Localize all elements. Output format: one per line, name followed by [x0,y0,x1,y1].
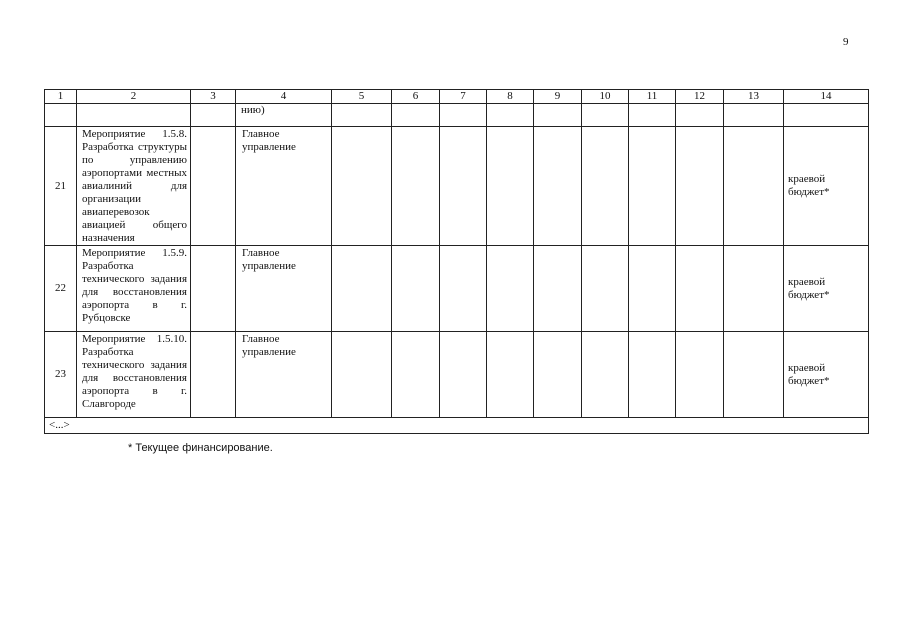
column-header: 10 [582,90,629,104]
measure-description: Мероприятие 1.5.9. Разработка технического задания для восстановления аэропорта в г. Рубцовске [77,246,191,332]
continued-text: нию) [236,104,332,127]
column-header: 14 [784,90,869,104]
column-header: 2 [77,90,191,104]
continuation-marker: <...> [45,418,869,434]
column-number-row [45,90,869,104]
table-row [45,127,869,246]
column-header: 1 [45,90,77,104]
column-header: 6 [392,90,440,104]
responsible-body: Главное управление [236,127,332,246]
column-header: 5 [332,90,392,104]
column-header: 4 [236,90,332,104]
row-number: 22 [45,246,77,332]
row-number: 23 [45,332,77,418]
funding-source: краевой бюджет* [784,332,869,418]
table-row [45,246,869,332]
continuation-row [45,104,869,127]
responsible-body: Главное управление [236,246,332,332]
footnote: * Текущее финансирование. [128,442,273,454]
funding-source: краевой бюджет* [784,246,869,332]
column-header: 13 [724,90,784,104]
column-header: 12 [676,90,724,104]
column-header: 11 [629,90,676,104]
column-header: 7 [440,90,487,104]
continuation-marker-row [45,418,869,434]
column-header: 8 [487,90,534,104]
column-header: 9 [534,90,582,104]
measure-description: Мероприятие 1.5.8. Разработка структуры по управлению аэропортами местных авиалиний для организации авиаперевозок авиацией общего назначения [77,127,191,246]
responsible-body: Главное управление [236,332,332,418]
row-number: 21 [45,127,77,246]
table-row [45,332,869,418]
funding-source: краевой бюджет* [784,127,869,246]
column-header: 3 [191,90,236,104]
measure-description: Мероприятие 1.5.10. Разработка технического задания для восстановления аэропорта в г. Славгороде [77,332,191,418]
page-number: 9 [843,36,849,48]
program-table [44,89,869,434]
